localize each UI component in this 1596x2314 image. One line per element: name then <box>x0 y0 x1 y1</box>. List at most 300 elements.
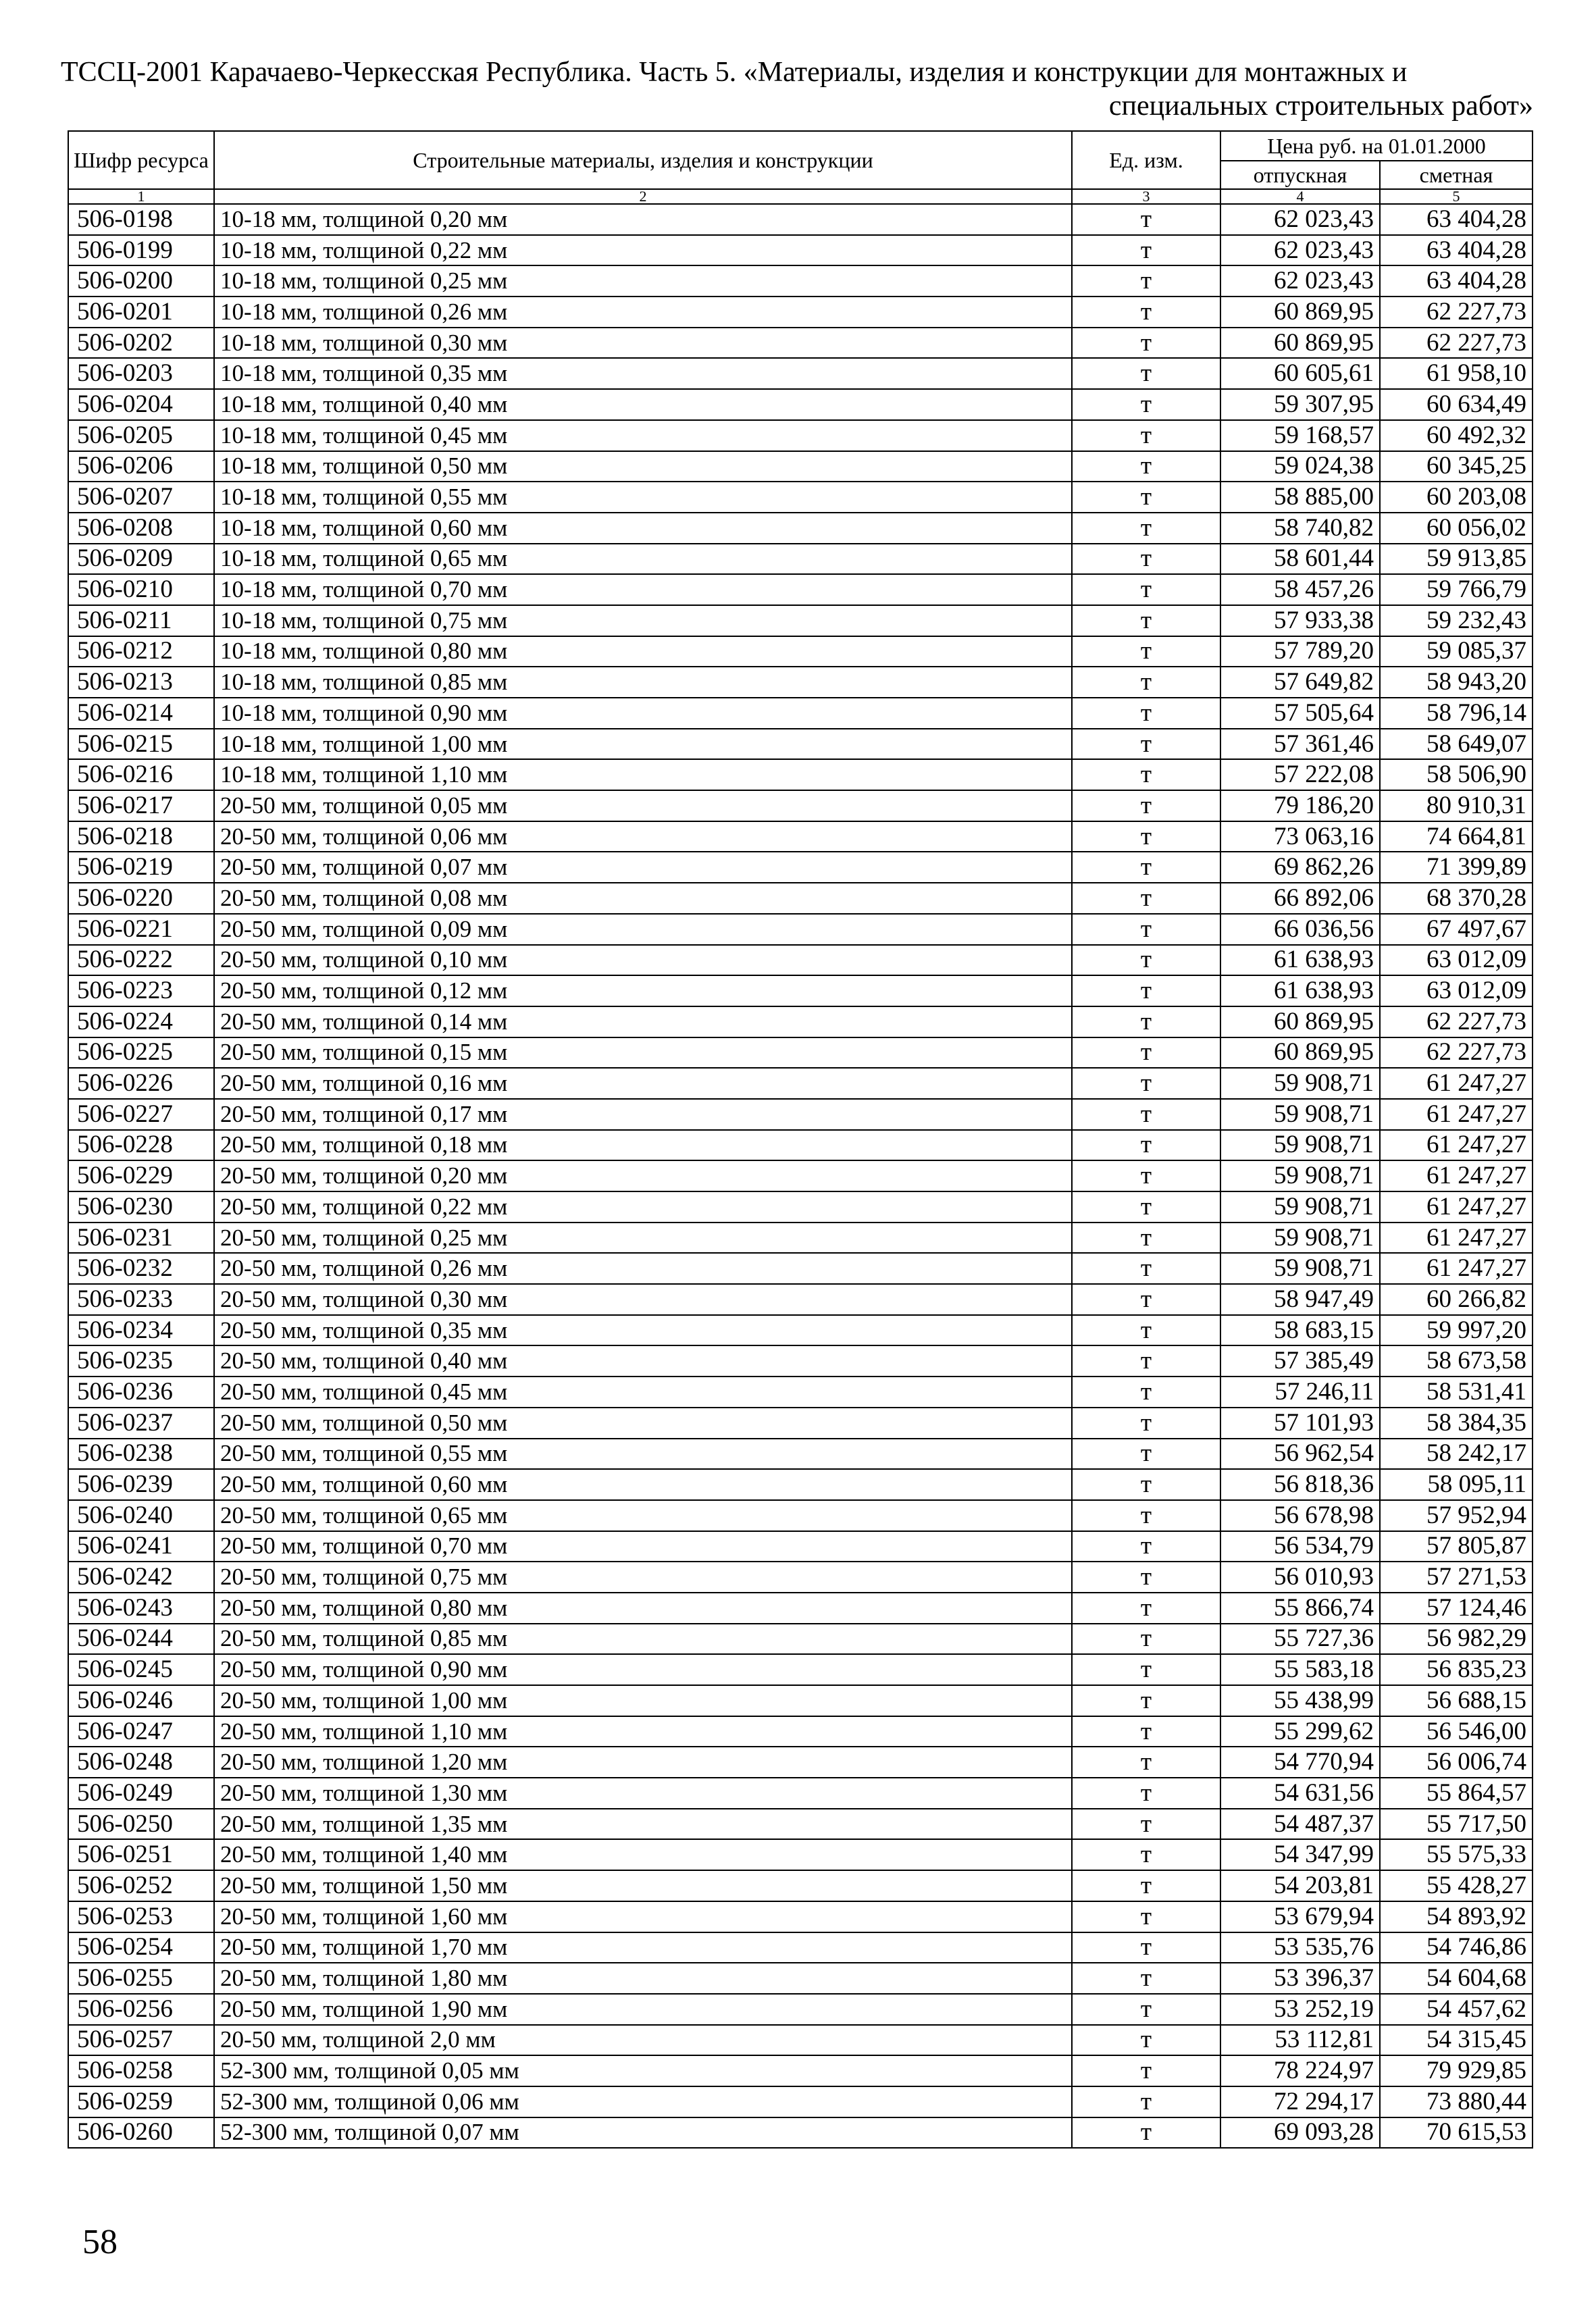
material-name-cell: 20-50 мм, толщиной 0,45 мм <box>214 1377 1072 1408</box>
unit-cell: т <box>1072 1562 1220 1593</box>
table-row <box>68 2055 1533 2086</box>
resource-code-cell: 506-0248 <box>68 1747 214 1778</box>
estimate-price-cell: 56 546,00 <box>1380 1716 1533 1747</box>
table-row <box>68 297 1533 328</box>
release-price-cell: 62 023,43 <box>1220 235 1380 266</box>
resource-code-cell: 506-0237 <box>68 1408 214 1439</box>
resource-code-cell: 506-0232 <box>68 1253 214 1284</box>
resource-code-cell: 506-0229 <box>68 1160 214 1191</box>
estimate-price-cell: 59 997,20 <box>1380 1315 1533 1346</box>
release-price-cell: 55 866,74 <box>1220 1593 1380 1624</box>
material-name-cell: 20-50 мм, толщиной 0,55 мм <box>214 1439 1072 1470</box>
estimate-price-cell: 59 232,43 <box>1380 605 1533 636</box>
unit-cell: т <box>1072 2055 1220 2086</box>
release-price-cell: 57 222,08 <box>1220 759 1380 790</box>
estimate-price-cell: 58 673,58 <box>1380 1345 1533 1377</box>
estimate-price-cell: 60 492,32 <box>1380 420 1533 451</box>
table-row <box>68 821 1533 852</box>
release-price-cell: 55 438,99 <box>1220 1685 1380 1716</box>
table-row <box>68 2086 1533 2117</box>
unit-cell: т <box>1072 852 1220 883</box>
table-row <box>68 1716 1533 1747</box>
estimate-price-cell: 61 247,27 <box>1380 1068 1533 1099</box>
material-name-cell: 20-50 мм, толщиной 0,50 мм <box>214 1408 1072 1439</box>
estimate-price-cell: 55 717,50 <box>1380 1809 1533 1840</box>
unit-cell: т <box>1072 1839 1220 1870</box>
resource-code-cell: 506-0234 <box>68 1315 214 1346</box>
release-price-cell: 54 487,37 <box>1220 1809 1380 1840</box>
table-row <box>68 2117 1533 2149</box>
table-row <box>68 1191 1533 1223</box>
material-name-cell: 10-18 мм, толщиной 1,10 мм <box>214 759 1072 790</box>
release-price-cell: 55 583,18 <box>1220 1654 1380 1685</box>
column-header-price: Цена руб. на 01.01.2000 <box>1220 131 1533 161</box>
material-name-cell: 20-50 мм, толщиной 0,12 мм <box>214 975 1072 1006</box>
release-price-cell: 60 605,61 <box>1220 358 1380 389</box>
resource-code-cell: 506-0218 <box>68 821 214 852</box>
material-name-cell: 10-18 мм, толщиной 0,85 мм <box>214 667 1072 698</box>
table-row <box>68 451 1533 482</box>
table-row <box>68 1994 1533 2025</box>
price-table <box>68 130 1533 2149</box>
release-price-cell: 57 789,20 <box>1220 636 1380 667</box>
estimate-price-cell: 58 384,35 <box>1380 1408 1533 1439</box>
unit-cell: т <box>1072 1932 1220 1963</box>
estimate-price-cell: 71 399,89 <box>1380 852 1533 883</box>
estimate-price-cell: 79 929,85 <box>1380 2055 1533 2086</box>
material-name-cell: 10-18 мм, толщиной 0,55 мм <box>214 482 1072 513</box>
table-row <box>68 914 1533 945</box>
column-number: 4 <box>1220 189 1380 204</box>
table-row <box>68 698 1533 729</box>
estimate-price-cell: 55 864,57 <box>1380 1778 1533 1809</box>
resource-code-cell: 506-0247 <box>68 1716 214 1747</box>
table-row <box>68 1685 1533 1716</box>
resource-code-cell: 506-0202 <box>68 328 214 359</box>
release-price-cell: 59 908,71 <box>1220 1223 1380 1254</box>
material-name-cell: 20-50 мм, толщиной 0,26 мм <box>214 1253 1072 1284</box>
table-row <box>68 1253 1533 1284</box>
unit-cell: т <box>1072 1654 1220 1685</box>
estimate-price-cell: 61 247,27 <box>1380 1099 1533 1130</box>
material-name-cell: 20-50 мм, толщиной 2,0 мм <box>214 2025 1072 2056</box>
material-name-cell: 20-50 мм, толщиной 0,09 мм <box>214 914 1072 945</box>
unit-cell: т <box>1072 1223 1220 1254</box>
release-price-cell: 54 770,94 <box>1220 1747 1380 1778</box>
column-number: 3 <box>1072 189 1220 204</box>
material-name-cell: 20-50 мм, толщиной 0,30 мм <box>214 1284 1072 1315</box>
resource-code-cell: 506-0205 <box>68 420 214 451</box>
estimate-price-cell: 67 497,67 <box>1380 914 1533 945</box>
material-name-cell: 20-50 мм, толщиной 0,08 мм <box>214 883 1072 914</box>
material-name-cell: 10-18 мм, толщиной 0,80 мм <box>214 636 1072 667</box>
table-row <box>68 235 1533 266</box>
unit-cell: т <box>1072 1345 1220 1377</box>
resource-code-cell: 506-0209 <box>68 544 214 575</box>
unit-cell: т <box>1072 1778 1220 1809</box>
unit-cell: т <box>1072 1469 1220 1500</box>
release-price-cell: 56 534,79 <box>1220 1531 1380 1562</box>
estimate-price-cell: 62 227,73 <box>1380 1037 1533 1069</box>
material-name-cell: 20-50 мм, толщиной 0,60 мм <box>214 1469 1072 1500</box>
release-price-cell: 60 869,95 <box>1220 1037 1380 1069</box>
table-row <box>68 1130 1533 1161</box>
material-name-cell: 52-300 мм, толщиной 0,05 мм <box>214 2055 1072 2086</box>
resource-code-cell: 506-0216 <box>68 759 214 790</box>
unit-cell: т <box>1072 1685 1220 1716</box>
release-price-cell: 73 063,16 <box>1220 821 1380 852</box>
table-row <box>68 1747 1533 1778</box>
resource-code-cell: 506-0210 <box>68 574 214 605</box>
release-price-cell: 60 869,95 <box>1220 328 1380 359</box>
release-price-cell: 59 908,71 <box>1220 1191 1380 1223</box>
material-name-cell: 10-18 мм, толщиной 1,00 мм <box>214 729 1072 760</box>
unit-cell: т <box>1072 1130 1220 1161</box>
unit-cell: т <box>1072 1870 1220 1901</box>
material-name-cell: 10-18 мм, толщиной 0,35 мм <box>214 358 1072 389</box>
estimate-price-cell: 60 345,25 <box>1380 451 1533 482</box>
table-row <box>68 544 1533 575</box>
unit-cell: т <box>1072 759 1220 790</box>
resource-code-cell: 506-0236 <box>68 1377 214 1408</box>
resource-code-cell: 506-0231 <box>68 1223 214 1254</box>
resource-code-cell: 506-0246 <box>68 1685 214 1716</box>
column-number: 1 <box>68 189 214 204</box>
table-row <box>68 1099 1533 1130</box>
unit-cell: т <box>1072 1315 1220 1346</box>
release-price-cell: 62 023,43 <box>1220 204 1380 235</box>
unit-cell: т <box>1072 1747 1220 1778</box>
table-row <box>68 1469 1533 1500</box>
unit-cell: т <box>1072 297 1220 328</box>
estimate-price-cell: 73 880,44 <box>1380 2086 1533 2117</box>
unit-cell: т <box>1072 1377 1220 1408</box>
resource-code-cell: 506-0212 <box>68 636 214 667</box>
release-price-cell: 59 908,71 <box>1220 1160 1380 1191</box>
resource-code-cell: 506-0255 <box>68 1963 214 1994</box>
resource-code-cell: 506-0224 <box>68 1006 214 1037</box>
table-row <box>68 265 1533 297</box>
unit-cell: т <box>1072 544 1220 575</box>
estimate-price-cell: 57 805,87 <box>1380 1531 1533 1562</box>
resource-code-cell: 506-0239 <box>68 1469 214 1500</box>
table-row <box>68 1315 1533 1346</box>
material-name-cell: 52-300 мм, толщиной 0,07 мм <box>214 2117 1072 2149</box>
resource-code-cell: 506-0198 <box>68 204 214 235</box>
unit-cell: т <box>1072 1408 1220 1439</box>
resource-code-cell: 506-0217 <box>68 790 214 821</box>
unit-cell: т <box>1072 1439 1220 1470</box>
unit-cell: т <box>1072 1099 1220 1130</box>
resource-code-cell: 506-0207 <box>68 482 214 513</box>
release-price-cell: 59 024,38 <box>1220 451 1380 482</box>
release-price-cell: 56 678,98 <box>1220 1500 1380 1531</box>
resource-code-cell: 506-0235 <box>68 1345 214 1377</box>
table-row <box>68 482 1533 513</box>
table-row <box>68 1223 1533 1254</box>
resource-code-cell: 506-0238 <box>68 1439 214 1470</box>
estimate-price-cell: 58 796,14 <box>1380 698 1533 729</box>
release-price-cell: 54 203,81 <box>1220 1870 1380 1901</box>
unit-cell: т <box>1072 1500 1220 1531</box>
material-name-cell: 20-50 мм, толщиной 0,70 мм <box>214 1531 1072 1562</box>
table-row <box>68 945 1533 976</box>
release-price-cell: 57 101,93 <box>1220 1408 1380 1439</box>
estimate-price-cell: 61 247,27 <box>1380 1130 1533 1161</box>
unit-cell: т <box>1072 2086 1220 2117</box>
material-name-cell: 20-50 мм, толщиной 0,85 мм <box>214 1624 1072 1655</box>
column-number: 5 <box>1380 189 1533 204</box>
table-row <box>68 1932 1533 1963</box>
table-row <box>68 1284 1533 1315</box>
release-price-cell: 57 649,82 <box>1220 667 1380 698</box>
release-price-cell: 54 347,99 <box>1220 1839 1380 1870</box>
column-header-name: Строительные материалы, изделия и конструкции <box>214 131 1072 189</box>
table-row <box>68 513 1533 544</box>
header-title-line-2: специальных строительных работ» <box>1108 91 1533 122</box>
table-row <box>68 1439 1533 1470</box>
material-name-cell: 20-50 мм, толщиной 1,30 мм <box>214 1778 1072 1809</box>
material-name-cell: 52-300 мм, толщиной 0,06 мм <box>214 2086 1072 2117</box>
estimate-price-cell: 60 203,08 <box>1380 482 1533 513</box>
release-price-cell: 58 740,82 <box>1220 513 1380 544</box>
estimate-price-cell: 54 604,68 <box>1380 1963 1533 1994</box>
header-title-line-1: ТССЦ-2001 Карачаево-Черкесская Республика. Часть 5. «Материалы, изделия и конструкции для монтажных и <box>61 57 1408 88</box>
table-row <box>68 667 1533 698</box>
unit-cell: т <box>1072 667 1220 698</box>
unit-cell: т <box>1072 328 1220 359</box>
estimate-price-cell: 61 247,27 <box>1380 1191 1533 1223</box>
release-price-cell: 72 294,17 <box>1220 2086 1380 2117</box>
material-name-cell: 20-50 мм, толщиной 0,65 мм <box>214 1500 1072 1531</box>
material-name-cell: 20-50 мм, толщиной 0,15 мм <box>214 1037 1072 1069</box>
material-name-cell: 20-50 мм, толщиной 1,80 мм <box>214 1963 1072 1994</box>
estimate-price-cell: 54 893,92 <box>1380 1901 1533 1932</box>
release-price-cell: 56 818,36 <box>1220 1469 1380 1500</box>
estimate-price-cell: 59 913,85 <box>1380 544 1533 575</box>
document-header <box>61 55 1533 123</box>
unit-cell: т <box>1072 883 1220 914</box>
unit-cell: т <box>1072 975 1220 1006</box>
unit-cell: т <box>1072 1593 1220 1624</box>
resource-code-cell: 506-0260 <box>68 2117 214 2149</box>
table-row <box>68 574 1533 605</box>
table-row <box>68 204 1533 235</box>
release-price-cell: 69 093,28 <box>1220 2117 1380 2149</box>
table-row <box>68 790 1533 821</box>
material-name-cell: 20-50 мм, толщиной 0,10 мм <box>214 945 1072 976</box>
release-price-cell: 59 168,57 <box>1220 420 1380 451</box>
table-row <box>68 1068 1533 1099</box>
release-price-cell: 60 869,95 <box>1220 1006 1380 1037</box>
material-name-cell: 10-18 мм, толщиной 0,26 мм <box>214 297 1072 328</box>
release-price-cell: 55 299,62 <box>1220 1716 1380 1747</box>
resource-code-cell: 506-0206 <box>68 451 214 482</box>
material-name-cell: 20-50 мм, толщиной 0,07 мм <box>214 852 1072 883</box>
resource-code-cell: 506-0204 <box>68 389 214 420</box>
unit-cell: т <box>1072 574 1220 605</box>
release-price-cell: 59 908,71 <box>1220 1068 1380 1099</box>
resource-code-cell: 506-0225 <box>68 1037 214 1069</box>
unit-cell: т <box>1072 790 1220 821</box>
unit-cell: т <box>1072 1531 1220 1562</box>
release-price-cell: 58 457,26 <box>1220 574 1380 605</box>
release-price-cell: 57 361,46 <box>1220 729 1380 760</box>
unit-cell: т <box>1072 1963 1220 1994</box>
unit-cell: т <box>1072 1994 1220 2025</box>
estimate-price-cell: 58 649,07 <box>1380 729 1533 760</box>
unit-cell: т <box>1072 698 1220 729</box>
resource-code-cell: 506-0241 <box>68 1531 214 1562</box>
unit-cell: т <box>1072 821 1220 852</box>
estimate-price-cell: 58 095,11 <box>1380 1469 1533 1500</box>
estimate-price-cell: 63 404,28 <box>1380 204 1533 235</box>
unit-cell: т <box>1072 1284 1220 1315</box>
unit-cell: т <box>1072 204 1220 235</box>
release-price-cell: 56 962,54 <box>1220 1439 1380 1470</box>
estimate-price-cell: 58 943,20 <box>1380 667 1533 698</box>
resource-code-cell: 506-0227 <box>68 1099 214 1130</box>
estimate-price-cell: 55 428,27 <box>1380 1870 1533 1901</box>
table-row <box>68 1778 1533 1809</box>
material-name-cell: 10-18 мм, толщиной 0,25 мм <box>214 265 1072 297</box>
table-row <box>68 1037 1533 1069</box>
unit-cell: т <box>1072 1253 1220 1284</box>
material-name-cell: 20-50 мм, толщиной 1,50 мм <box>214 1870 1072 1901</box>
table-row <box>68 1809 1533 1840</box>
resource-code-cell: 506-0253 <box>68 1901 214 1932</box>
release-price-cell: 58 601,44 <box>1220 544 1380 575</box>
resource-code-cell: 506-0214 <box>68 698 214 729</box>
release-price-cell: 53 252,19 <box>1220 1994 1380 2025</box>
release-price-cell: 59 908,71 <box>1220 1253 1380 1284</box>
material-name-cell: 10-18 мм, толщиной 0,65 мм <box>214 544 1072 575</box>
estimate-price-cell: 60 634,49 <box>1380 389 1533 420</box>
unit-cell: т <box>1072 451 1220 482</box>
unit-cell: т <box>1072 1901 1220 1932</box>
resource-code-cell: 506-0215 <box>68 729 214 760</box>
material-name-cell: 20-50 мм, толщиной 0,14 мм <box>214 1006 1072 1037</box>
estimate-price-cell: 62 227,73 <box>1380 297 1533 328</box>
column-header-unit: Ед. изм. <box>1072 131 1220 189</box>
resource-code-cell: 506-0203 <box>68 358 214 389</box>
table-row <box>68 1500 1533 1531</box>
release-price-cell: 66 036,56 <box>1220 914 1380 945</box>
table-row <box>68 636 1533 667</box>
column-header-estimate-price: сметная <box>1380 161 1533 189</box>
estimate-price-cell: 70 615,53 <box>1380 2117 1533 2149</box>
estimate-price-cell: 57 271,53 <box>1380 1562 1533 1593</box>
table-row <box>68 1963 1533 1994</box>
estimate-price-cell: 58 531,41 <box>1380 1377 1533 1408</box>
table-row <box>68 975 1533 1006</box>
resource-code-cell: 506-0244 <box>68 1624 214 1655</box>
release-price-cell: 56 010,93 <box>1220 1562 1380 1593</box>
resource-code-cell: 506-0230 <box>68 1191 214 1223</box>
estimate-price-cell: 63 404,28 <box>1380 265 1533 297</box>
unit-cell: т <box>1072 513 1220 544</box>
unit-cell: т <box>1072 358 1220 389</box>
table-row <box>68 883 1533 914</box>
material-name-cell: 10-18 мм, толщиной 0,60 мм <box>214 513 1072 544</box>
resource-code-cell: 506-0226 <box>68 1068 214 1099</box>
resource-code-cell: 506-0250 <box>68 1809 214 1840</box>
unit-cell: т <box>1072 420 1220 451</box>
release-price-cell: 60 869,95 <box>1220 297 1380 328</box>
estimate-price-cell: 54 315,45 <box>1380 2025 1533 2056</box>
resource-code-cell: 506-0259 <box>68 2086 214 2117</box>
resource-code-cell: 506-0257 <box>68 2025 214 2056</box>
resource-code-cell: 506-0258 <box>68 2055 214 2086</box>
estimate-price-cell: 63 012,09 <box>1380 945 1533 976</box>
material-name-cell: 20-50 мм, толщиной 0,80 мм <box>214 1593 1072 1624</box>
release-price-cell: 53 112,81 <box>1220 2025 1380 2056</box>
release-price-cell: 57 933,38 <box>1220 605 1380 636</box>
resource-code-cell: 506-0208 <box>68 513 214 544</box>
material-name-cell: 20-50 мм, толщиной 1,90 мм <box>214 1994 1072 2025</box>
material-name-cell: 20-50 мм, толщиной 0,75 мм <box>214 1562 1072 1593</box>
material-name-cell: 20-50 мм, толщиной 0,40 мм <box>214 1345 1072 1377</box>
unit-cell: т <box>1072 1037 1220 1069</box>
column-header-release-price: отпускная <box>1220 161 1380 189</box>
page-number: 58 <box>82 2223 118 2261</box>
estimate-price-cell: 55 575,33 <box>1380 1839 1533 1870</box>
resource-code-cell: 506-0242 <box>68 1562 214 1593</box>
table-row <box>68 2025 1533 2056</box>
unit-cell: т <box>1072 1006 1220 1037</box>
estimate-price-cell: 59 766,79 <box>1380 574 1533 605</box>
table-row <box>68 1408 1533 1439</box>
table-row <box>68 389 1533 420</box>
estimate-price-cell: 56 835,23 <box>1380 1654 1533 1685</box>
resource-code-cell: 506-0199 <box>68 235 214 266</box>
table-row <box>68 420 1533 451</box>
unit-cell: т <box>1072 235 1220 266</box>
estimate-price-cell: 56 982,29 <box>1380 1624 1533 1655</box>
table-row <box>68 1593 1533 1624</box>
material-name-cell: 20-50 мм, толщиной 0,20 мм <box>214 1160 1072 1191</box>
estimate-price-cell: 57 952,94 <box>1380 1500 1533 1531</box>
estimate-price-cell: 80 910,31 <box>1380 790 1533 821</box>
release-price-cell: 59 307,95 <box>1220 389 1380 420</box>
release-price-cell: 61 638,93 <box>1220 945 1380 976</box>
table-row <box>68 1624 1533 1655</box>
material-name-cell: 20-50 мм, толщиной 1,35 мм <box>214 1809 1072 1840</box>
resource-code-cell: 506-0201 <box>68 297 214 328</box>
material-name-cell: 10-18 мм, толщиной 0,30 мм <box>214 328 1072 359</box>
release-price-cell: 53 679,94 <box>1220 1901 1380 1932</box>
unit-cell: т <box>1072 2117 1220 2149</box>
material-name-cell: 20-50 мм, толщиной 1,10 мм <box>214 1716 1072 1747</box>
estimate-price-cell: 58 506,90 <box>1380 759 1533 790</box>
estimate-price-cell: 68 370,28 <box>1380 883 1533 914</box>
table-row <box>68 1531 1533 1562</box>
material-name-cell: 20-50 мм, толщиной 0,25 мм <box>214 1223 1072 1254</box>
estimate-price-cell: 62 227,73 <box>1380 328 1533 359</box>
unit-cell: т <box>1072 1068 1220 1099</box>
release-price-cell: 54 631,56 <box>1220 1778 1380 1809</box>
material-name-cell: 20-50 мм, толщиной 0,90 мм <box>214 1654 1072 1685</box>
resource-code-cell: 506-0256 <box>68 1994 214 2025</box>
resource-code-cell: 506-0254 <box>68 1932 214 1963</box>
release-price-cell: 59 908,71 <box>1220 1130 1380 1161</box>
resource-code-cell: 506-0223 <box>68 975 214 1006</box>
table-row <box>68 1345 1533 1377</box>
estimate-price-cell: 60 056,02 <box>1380 513 1533 544</box>
unit-cell: т <box>1072 1624 1220 1655</box>
unit-cell: т <box>1072 1809 1220 1840</box>
column-header-code: Шифр ресурса <box>68 131 214 189</box>
